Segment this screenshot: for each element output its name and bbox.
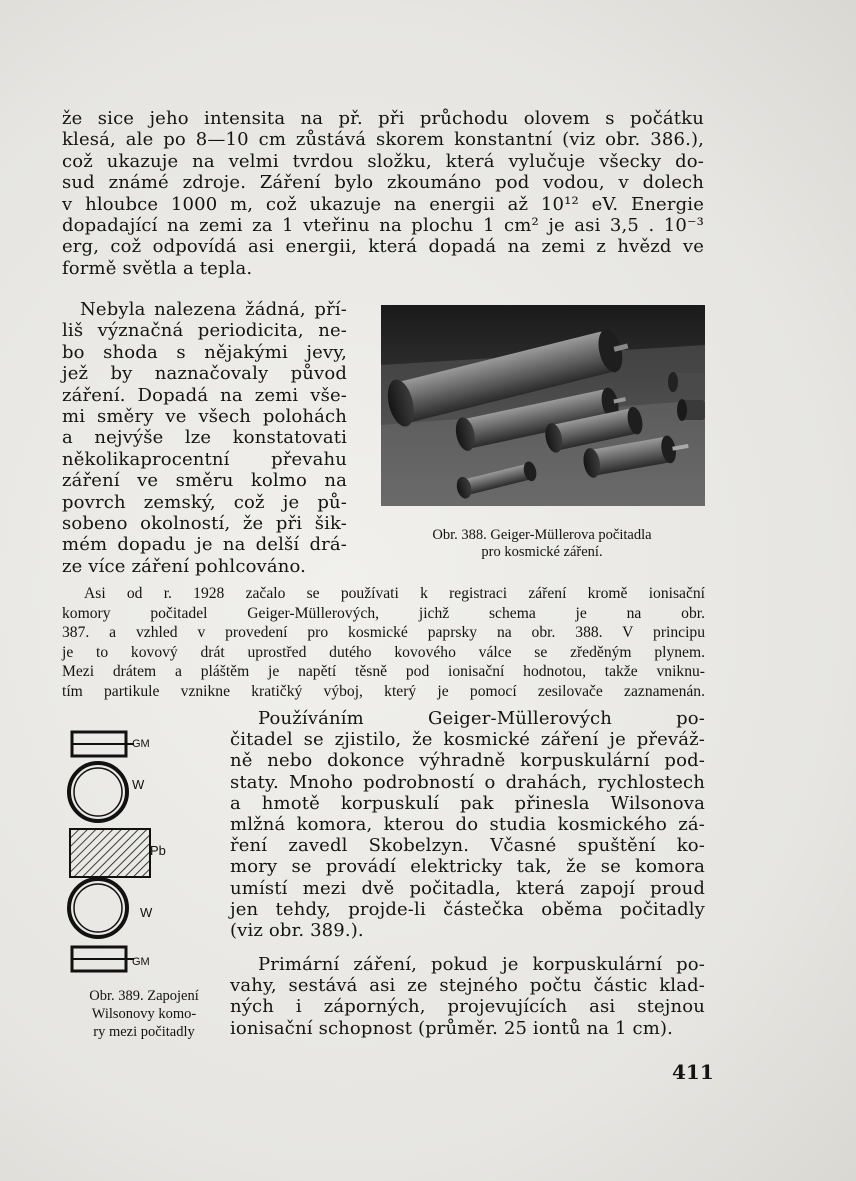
- text-line: erg, což odpovídá asi energii, která dopadá na zemi z hvězd ve: [62, 236, 704, 258]
- caption-line: pro kosmické záření.: [481, 544, 603, 560]
- text-line: liš význačná periodicita, ne-: [62, 320, 347, 342]
- label-gm-bottom: GM: [132, 956, 150, 968]
- paragraph-small-print: [62, 584, 705, 702]
- text-line: ně nebo dokonce výhradně korpuskulární pod-: [230, 750, 705, 772]
- caption-line: Wilsonovy komo-: [91, 1006, 197, 1022]
- text-line: Asi od r. 1928 začalo se používati k registraci záření kromě ionisační: [84, 585, 705, 602]
- text-line: formě světla a tepla.: [62, 257, 253, 279]
- counter-bottom-icon: [72, 947, 134, 971]
- text-line: mory se provádí elektricky tak, že se komora: [230, 856, 705, 878]
- text-line: jen tehdy, projde-li částečka oběma počitadly: [230, 898, 705, 920]
- text-line: komory počitadel Geiger-Müllerových, jichž schema je na obr.: [62, 604, 705, 622]
- caption-line: Obr. 388. Geiger-Müllerova počitadla: [432, 527, 652, 543]
- text-line: dopadající na zemi za 1 vteřinu na plochu 1 cm² je asi 3,5 . 10⁻³: [62, 215, 704, 237]
- text-line: je to kovový drát uprostřed dutého kovového válce se zředěným plynem.: [62, 643, 705, 661]
- text-line: že sice jeho intensita na př. při průchodu olovem s počátku: [62, 108, 704, 129]
- paragraph-primary-radiation: [230, 954, 705, 1039]
- page-number: 411: [672, 1060, 714, 1084]
- text-line: v hloubce 1000 m, což ukazuje na energii až 10¹² eV. Energie: [62, 193, 704, 215]
- paragraph-periodicity: [62, 299, 347, 577]
- text-line: Používáním Geiger-Müllerových po-: [258, 708, 705, 729]
- text-line: vahy, sestává asi ze stejného počtu částic klad-: [230, 975, 705, 997]
- text-line: což ukazuje na velmi tvrdou složku, která vylučuje všecky do-: [62, 150, 704, 172]
- text-line: Nebyla nalezena žádná, pří-: [80, 299, 347, 320]
- label-pb: Pb: [150, 843, 166, 858]
- counter-top-icon: [72, 732, 134, 756]
- geiger-counters-photo: [381, 305, 705, 506]
- text-line: mém dopadu je na delší drá-: [62, 534, 347, 556]
- text-line: mi směry ve všech polohách: [62, 406, 347, 428]
- text-line: a nejvýše lze konstatovati: [62, 427, 347, 449]
- text-line: záření. Dopadá na zemi vše-: [62, 384, 347, 406]
- text-line: bo shoda s nějakými jevy,: [62, 341, 347, 363]
- paragraph-intro: [62, 108, 704, 279]
- text-line: jež by naznačovaly původ: [62, 363, 347, 385]
- text-line: čitadel se zjistilo, že kosmické záření je převáž-: [230, 729, 705, 751]
- figure-389-caption: [66, 987, 222, 1041]
- text-line: (viz obr. 389.).: [230, 920, 364, 942]
- text-line: sud známé zdroje. Záření bylo zkoumáno pod vodou, v dolech: [62, 172, 704, 194]
- wilson-chamber-diagram: [62, 727, 166, 982]
- label-gm-top: GM: [132, 738, 150, 750]
- label-w-bottom: W: [140, 905, 153, 920]
- text-line: 387. a vzhled v provedení pro kosmické paprsky na obr. 388. V principu: [62, 624, 705, 642]
- figure-388-caption: [370, 527, 714, 561]
- paragraph-geiger-muller: [230, 708, 705, 941]
- text-line: sobeno okolností, že při šik-: [62, 513, 347, 535]
- caption-line: Obr. 389. Zapojení: [89, 988, 199, 1004]
- text-line: tím partikule vznikne kratičký výboj, který je pomocí zesilovače zaznamenán.: [62, 682, 705, 700]
- text-line: staty. Mnoho podrobností o drahách, rychlostech: [230, 771, 705, 793]
- text-line: ření zavedl Skobelzyn. Včasné spuštění ko-: [230, 835, 705, 857]
- text-line: povrch zemský, což je pů-: [62, 491, 347, 513]
- label-w-top: W: [132, 777, 145, 792]
- text-line: ionisační schopnost (průměr. 25 iontů na 1 cm).: [230, 1017, 674, 1039]
- text-line: ze více záření pohlcováno.: [62, 555, 307, 577]
- text-line: Primární záření, pokud je korpuskulární po-: [258, 954, 705, 975]
- text-line: umístí mezi dvě počitadla, která zapojí proud: [230, 877, 705, 899]
- text-line: klesá, ale po 8—10 cm zůstává skorem konstantní (viz obr. 386.),: [62, 129, 704, 151]
- text-line: a hmotě korpuskulí pak přinesla Wilsonova: [230, 792, 705, 814]
- caption-line: ry mezi počitadly: [93, 1024, 195, 1040]
- text-line: ných i záporných, projevujících asi stejnou: [230, 996, 705, 1018]
- text-line: mlžná komora, kterou do studia kosmického zá-: [230, 814, 705, 836]
- text-line: záření ve směru kolmo na: [62, 470, 347, 492]
- text-line: několikaprocentní převahu: [62, 448, 347, 470]
- text-line: Mezi drátem a pláštěm je napětí těsně pod ionisační hodnotou, takže vniknu-: [62, 663, 705, 681]
